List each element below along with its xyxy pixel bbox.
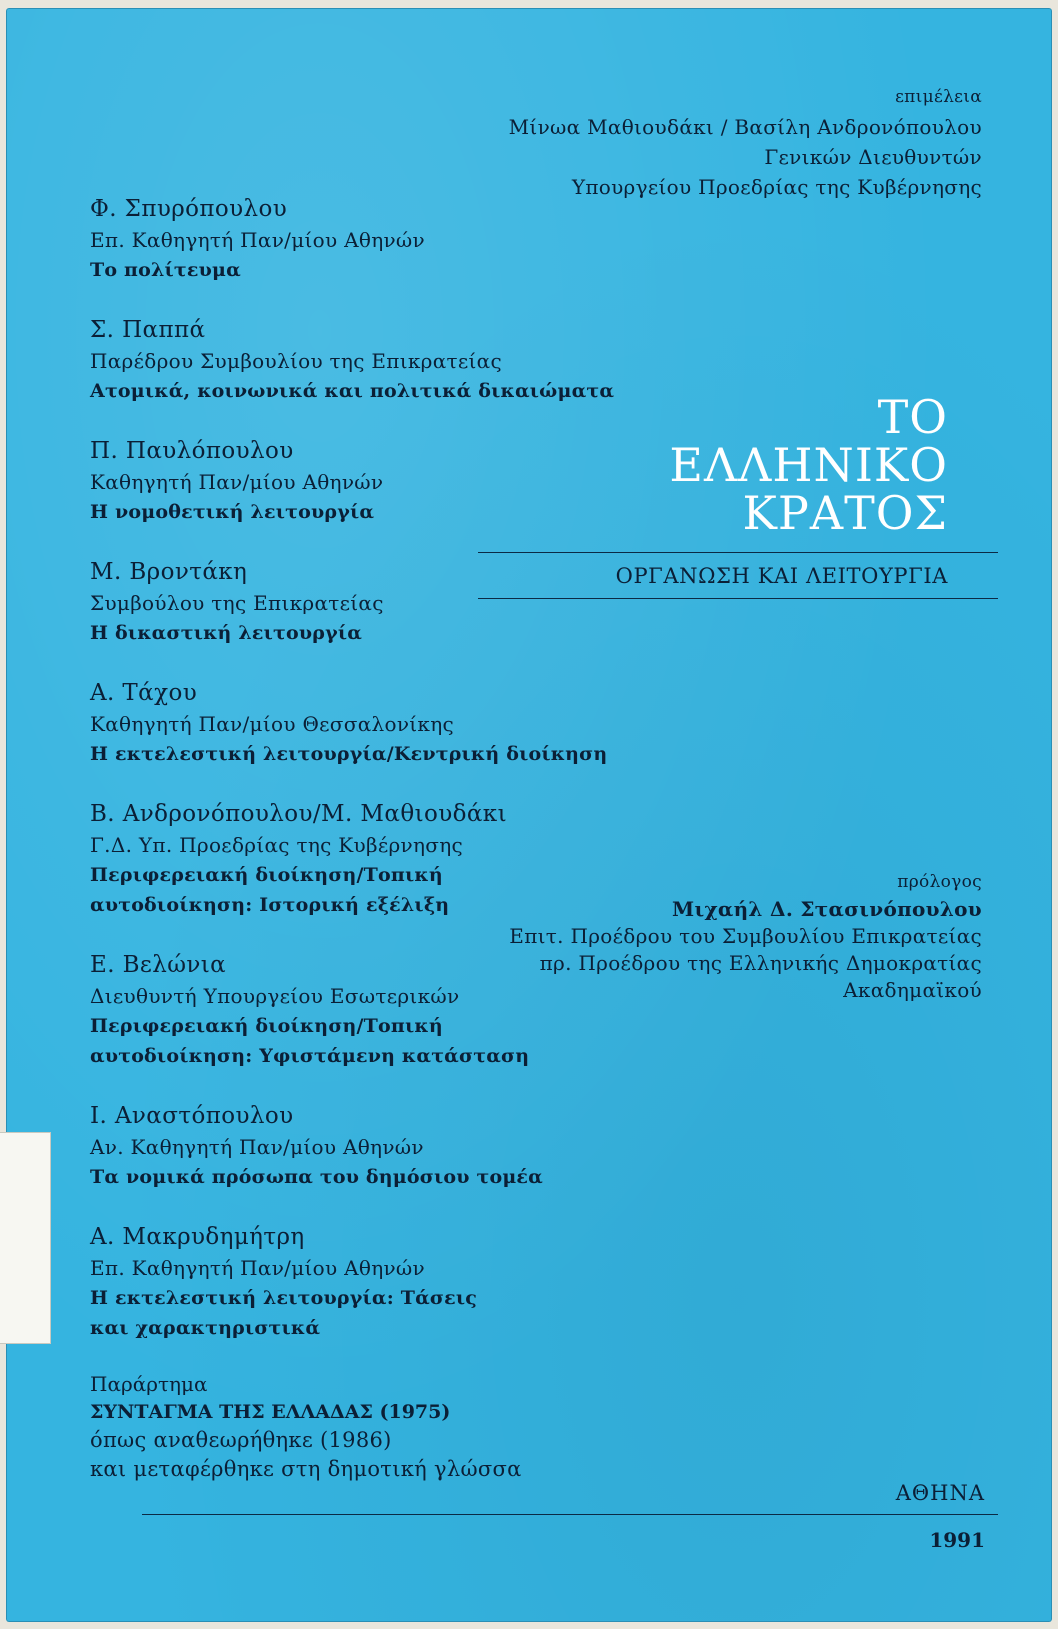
editors-role-line1: Γενικών Διευθυντών [764, 145, 982, 169]
contributor-topic-cont: αυτοδιοίκηση: Ιστορική εξέλιξη [90, 894, 450, 916]
appendix-line1: όπως αναθεωρήθηκε (1986) [90, 1428, 392, 1452]
book-title [669, 390, 948, 540]
title-line2: ΕΛΛΗΝΙΚΟ [669, 438, 948, 492]
contributor-name: Π. Παυλόπουλου [90, 438, 294, 464]
contributor-role: Καθηγητή Παν/μίου Αθηνών [90, 470, 384, 494]
contributor-entry [90, 678, 650, 769]
contributor-name: Α. Τάχου [90, 680, 198, 706]
contributors-list [90, 194, 650, 1373]
contributor-name: Μ. Βροντάκη [90, 559, 248, 585]
contributor-entry [90, 1222, 650, 1343]
contributor-topic-cont: αυτοδιοίκηση: Υφιστάμενη κατάσταση [90, 1045, 530, 1067]
contributor-role: Αν. Καθηγητή Παν/μίου Αθηνών [90, 1135, 424, 1159]
contributor-entry [90, 315, 650, 406]
contributor-entry [90, 557, 650, 648]
contributor-name: Ι. Αναστόπουλου [90, 1103, 294, 1129]
title-rule-bottom [478, 598, 998, 599]
contributor-role: Συμβούλου της Επικρατείας [90, 591, 384, 615]
contributor-topic: Τα νομικά πρόσωπα του δημόσιου τομέα [90, 1166, 543, 1188]
contributor-topic: Η εκτελεστική λειτουργία: Τάσεις [90, 1287, 478, 1309]
contributor-entry [90, 436, 650, 527]
contributor-topic-cont: και χαρακτηριστικά [90, 1317, 321, 1339]
contributor-role: Επ. Καθηγητή Παν/μίου Αθηνών [90, 1256, 426, 1280]
contributor-role: Παρέδρου Συμβουλίου της Επικρατείας [90, 349, 502, 373]
publication-city: ΑΘΗΝΑ [895, 1481, 985, 1505]
contributor-topic: Η δικαστική λειτουργία [90, 622, 363, 644]
contributor-role: Διευθυντή Υπουργείου Εσωτερικών [90, 984, 460, 1008]
appendix-title: ΣΥΝΤΑΓΜΑ ΤΗΣ ΕΛΛΑΔΑΣ (1975) [90, 1401, 451, 1423]
prologue-author: Μιχαήλ Δ. Στασινόπουλου [672, 897, 982, 921]
publication-year: 1991 [929, 1528, 985, 1552]
contributor-role: Επ. Καθηγητή Παν/μίου Αθηνών [90, 228, 426, 252]
contributor-name: Σ. Παππά [90, 317, 206, 343]
contributor-name: Α. Μακρυδημήτρη [90, 1224, 305, 1250]
contributor-entry [90, 194, 650, 285]
imprint-rule [142, 1514, 998, 1515]
contributor-role: Γ.Δ. Υπ. Προεδρίας της Κυβέρνησης [90, 833, 464, 857]
appendix-line2: και μεταφέρθηκε στη δημοτική γλώσσα [90, 1457, 522, 1481]
contributor-entry [90, 1101, 650, 1192]
contributor-topic: Το πολίτευμα [90, 259, 241, 281]
title-line3: ΚΡΑΤΟΣ [742, 486, 948, 540]
prologue-line1: Επιτ. Προέδρου του Συμβουλίου Επικρατείας [509, 924, 982, 948]
contributor-role: Καθηγητή Παν/μίου Θεσσαλονίκης [90, 712, 455, 736]
book-cover [6, 8, 1052, 1622]
editors-block [509, 82, 982, 202]
title-line1: ΤΟ [877, 390, 948, 444]
appendix-label: Παράρτημα [90, 1372, 208, 1396]
contributor-topic: Περιφερειακή διοίκηση/Τοπική [90, 1015, 443, 1037]
contributor-name: Φ. Σπυρόπουλου [90, 196, 288, 222]
prologue-line2: πρ. Προέδρου της Ελληνικής Δημοκρατίας [539, 951, 982, 975]
appendix-block [90, 1370, 650, 1484]
contributor-topic: Περιφερειακή διοίκηση/Τοπική [90, 864, 443, 886]
contributor-topic: Ατομικά, κοινωνικά και πολιτικά δικαιώματα [90, 380, 615, 402]
contributor-topic: Η εκτελεστική λειτουργία/Κεντρική διοίκηση [90, 743, 608, 765]
prologue-block [509, 869, 982, 1004]
library-label-sticker [0, 1132, 51, 1344]
contributor-name: Ε. Βελώνια [90, 952, 227, 978]
contributor-name: Β. Ανδρονόπουλου/Μ. Μαθιουδάκι [90, 801, 507, 827]
title-rule-top [478, 552, 998, 553]
editors-role-line2: Υπουργείου Προεδρίας της Κυβέρνησης [571, 175, 982, 199]
editors-names: Μίνωα Μαθιουδάκι / Βασίλη Ανδρονόπουλου [508, 115, 982, 139]
prologue-line3: Ακαδημαϊκού [843, 978, 982, 1002]
prologue-label: πρόλογος [897, 872, 982, 892]
editors-label: επιμέλεια [895, 87, 982, 107]
book-subtitle: ΟΡΓΑΝΩΣΗ ΚΑΙ ΛΕΙΤΟΥΡΓΙΑ [615, 564, 948, 588]
contributor-topic: Η νομοθετική λειτουργία [90, 501, 375, 523]
